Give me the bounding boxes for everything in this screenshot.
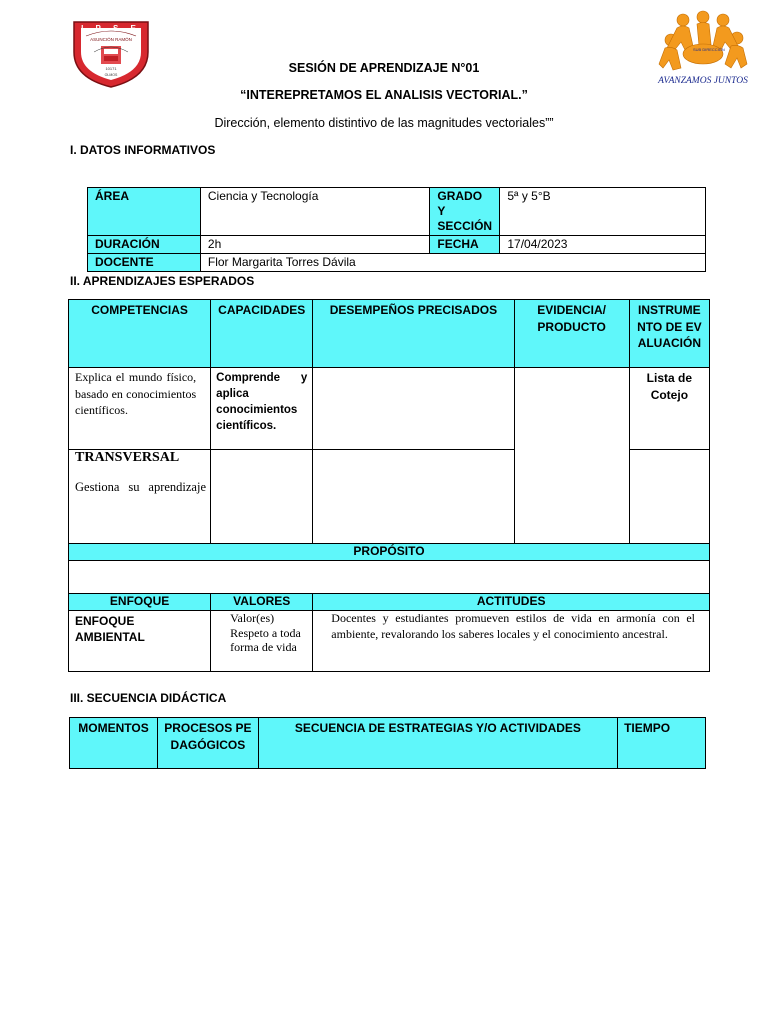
- avanzamos-juntos-logo: [655, 10, 751, 96]
- instrumento-cell-2: [629, 450, 709, 544]
- fecha-value: 17/04/2023: [500, 236, 706, 254]
- header-capacidades: CAPACIDADES: [211, 300, 313, 368]
- desempeno-cell-2: [313, 450, 514, 544]
- header-evidencia: EVIDENCIA/ PRODUCTO: [514, 300, 629, 368]
- secuencia-table: [69, 717, 706, 769]
- section-aprendizajes-heading: II. APRENDIZAJES ESPERADOS: [70, 274, 255, 288]
- area-value: Ciencia y Tecnología: [200, 188, 430, 236]
- school-crest-logo: [72, 18, 150, 88]
- section-datos-heading: I. DATOS INFORMATIVOS: [70, 143, 216, 157]
- transversal-title: TRANSVERSAL: [75, 450, 180, 465]
- grado-value: 5ª y 5°B: [500, 188, 706, 236]
- instrumento-cell: Lista de Cotejo: [629, 368, 709, 450]
- capacidad-cell-2: [211, 450, 313, 544]
- docente-value: Flor Margarita Torres Dávila: [200, 254, 705, 272]
- grado-label: GRADO Y SECCIÓN: [430, 188, 500, 236]
- actitudes-header: ACTITUDES: [313, 594, 710, 611]
- evidencia-cell: [514, 368, 629, 544]
- datos-informativos-table: [87, 187, 706, 272]
- header-competencias: COMPETENCIAS: [69, 300, 211, 368]
- aprendizajes-table: [68, 299, 710, 672]
- valores-value: Valor(es) Respeto a toda forma de vida: [211, 611, 313, 672]
- crest-subtext: ASUNCIÓN RAMÓN: [90, 37, 132, 42]
- header-procesos: PROCESOS PEDAGÓGICOS: [157, 718, 258, 769]
- transversal-cell: [69, 450, 211, 544]
- session-number-title: SESIÓN DE APRENDIZAJE N°01: [288, 61, 480, 75]
- transversal-text: Gestiona su aprendizaje: [75, 480, 206, 494]
- fecha-label: FECHA: [430, 236, 500, 254]
- area-label: ÁREA: [88, 188, 201, 236]
- duracion-value: 2h: [200, 236, 430, 254]
- header-momentos: MOMENTOS: [70, 718, 158, 769]
- session-title: “INTEREPRETAMOS EL ANALISIS VECTORIAL.”: [240, 88, 528, 102]
- header-instrumento: INSTRUMENTO DE EVALUACIÓN: [629, 300, 709, 368]
- session-subtitle: Dirección, elemento distintivo de las magnitudes vectoriales””: [214, 116, 554, 130]
- valores-header: VALORES: [211, 594, 313, 611]
- crest-number: 10171: [105, 66, 117, 71]
- proposito-value: [69, 561, 710, 594]
- header-desempenos: DESEMPEÑOS PRECISADOS: [313, 300, 514, 368]
- avanzamos-juntos-label: AVANZAMOS JUNTOS: [658, 76, 748, 86]
- header-tiempo: TIEMPO: [618, 718, 706, 769]
- desempeno-cell-1: [313, 368, 514, 450]
- enfoque-header: ENFOQUE: [69, 594, 211, 611]
- section-secuencia-heading: III. SECUENCIA DIDÁCTICA: [70, 691, 227, 705]
- competencia-cell: Explica el mundo físico, basado en conocimientos científicos.: [69, 368, 211, 450]
- sub-direccion-text: SUB DIRECCIÓN: [693, 47, 725, 52]
- actitudes-value: Docentes y estudiantes promueven estilos de vida en armonía con el ambiente, revalorando los saberes locales y el conocimiento ancestral.: [313, 611, 710, 672]
- enfoque-value: ENFOQUE AMBIENTAL: [69, 611, 211, 672]
- docente-label: DOCENTE: [88, 254, 201, 272]
- capacidad-cell: Comprende y aplica conocimientos científicos.: [211, 368, 313, 450]
- proposito-header: PROPÓSITO: [69, 544, 710, 561]
- crest-letters: I P S E: [81, 24, 141, 33]
- duracion-label: DURACIÓN: [88, 236, 201, 254]
- crest-place: OLMOS: [104, 73, 118, 77]
- header-secuencia: SECUENCIA DE ESTRATEGIAS Y/O ACTIVIDADES: [258, 718, 617, 769]
